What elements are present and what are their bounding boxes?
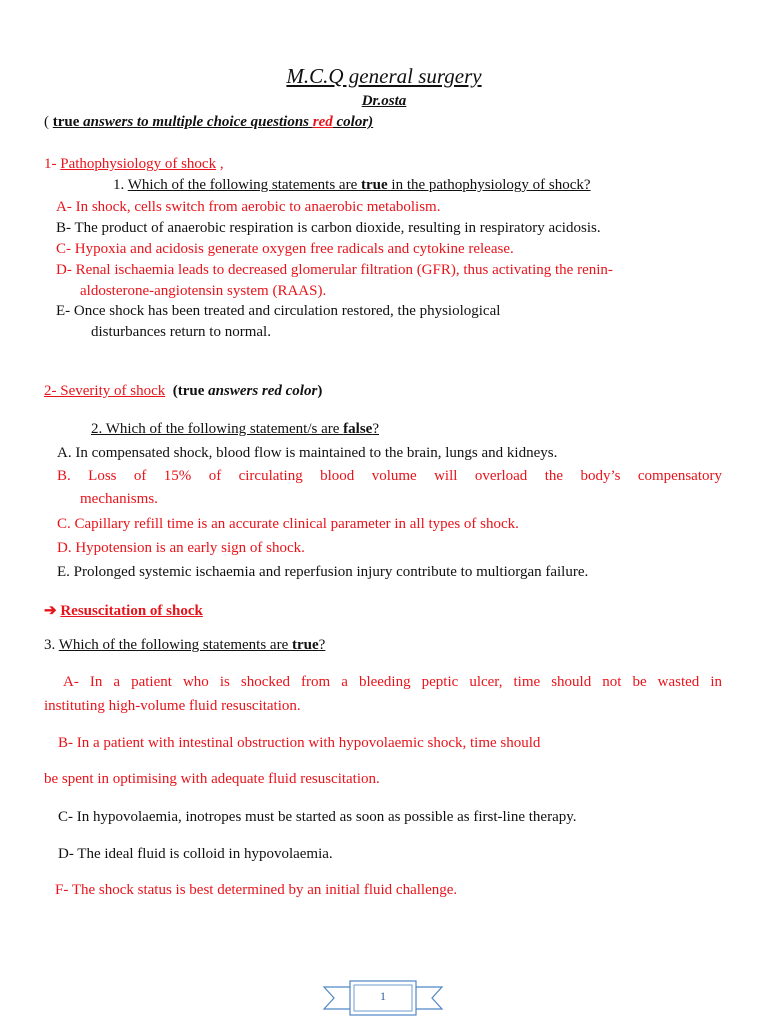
q1-option-d-continued: aldosterone-angiotensin system (RAAS). [80,283,327,299]
section-heading-resuscitation: ➔ Resuscitation of shock [44,603,203,619]
q1-option-e-continued: disturbances return to normal. [91,324,271,340]
arrow-right-icon: ➔ [44,603,57,619]
q3-option-d: D- The ideal fluid is colloid in hypovolaemia. [58,846,333,862]
q2-option-b-continued: mechanisms. [80,491,158,507]
answer-key-note: ( true answers to multiple choice questions red color) [44,114,374,130]
page-number-badge [322,977,444,1019]
q1-option-b: B- The product of anaerobic respiration is carbon dioxide, resulting in respiratory acidosis. [56,220,601,236]
q1-option-c: C- Hypoxia and acidosis generate oxygen free radicals and cytokine release. [56,241,514,257]
question-1: 1. Which of the following statements are true in the pathophysiology of shock? [113,177,591,193]
q2-option-b: B. Loss of 15% of circulating blood volume will overload the body’s compensatory [57,468,722,484]
author-name: Dr.osta [361,93,407,109]
q2-option-e: E. Prolonged systemic ischaemia and reperfusion injury contribute to multiorgan failure. [57,564,589,580]
q2-option-c: C. Capillary refill time is an accurate clinical parameter in all types of shock. [57,516,519,532]
q3-option-a-continued: instituting high-volume fluid resuscitation. [44,698,301,714]
section-heading-pathophysiology: 1- Pathophysiology of shock , [44,156,224,172]
q3-option-b-continued: be spent in optimising with adequate fluid resuscitation. [44,771,380,787]
page-number: 1 [380,989,386,1003]
q3-option-b: B- In a patient with intestinal obstruction with hypovolaemic shock, time should [58,735,541,751]
question-3: 3. Which of the following statements are true? [44,637,326,653]
q3-option-a: A- In a patient who is shocked from a bleeding peptic ulcer, time should not be wasted in [63,674,722,690]
q3-option-c: C- In hypovolaemia, inotropes must be started as soon as possible as first-line therapy. [58,809,577,825]
page-title: M.C.Q general surgery [286,64,482,88]
q1-option-a: A- In shock, cells switch from aerobic to anaerobic metabolism. [56,199,441,215]
q1-option-d: D- Renal ischaemia leads to decreased glomerular filtration (GFR), thus activating the renin- [56,262,613,278]
q2-option-d: D. Hypotension is an early sign of shock. [57,540,305,556]
q2-option-a: A. In compensated shock, blood flow is maintained to the brain, lungs and kidneys. [57,445,558,461]
question-2: 2. Which of the following statement/s are false? [91,421,380,437]
section-heading-severity: 2- Severity of shock (true answers red color) [44,383,323,399]
q3-option-f: F- The shock status is best determined by an initial fluid challenge. [55,882,458,898]
q1-option-e: E- Once shock has been treated and circulation restored, the physiological [56,303,501,319]
